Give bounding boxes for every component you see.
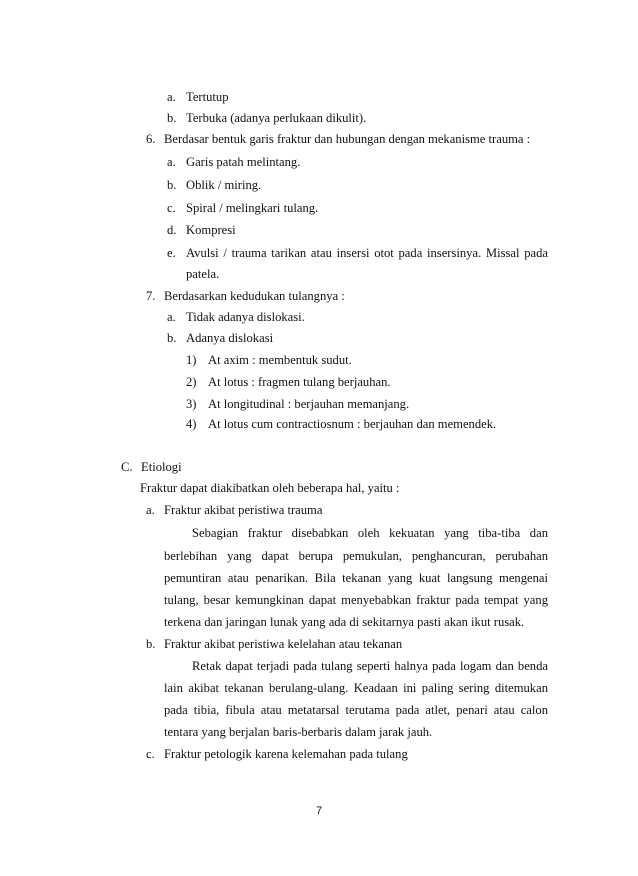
list-marker: a. (167, 310, 176, 324)
list-item-text: At lotus cum contractiosnum : berjauhan dan memendek. (208, 417, 497, 431)
section-title: Etiologi (141, 460, 182, 474)
section-intro: Fraktur dapat diakibatkan oleh beberapa hal, yaitu : (140, 481, 400, 495)
list-marker: a. (146, 503, 155, 517)
list-marker: 6. (146, 132, 156, 146)
list-item-text: Berdasar bentuk garis fraktur dan hubungan dengan mekanisme trauma : (164, 132, 531, 146)
list-marker: e. (167, 246, 176, 260)
list-item-text: At longitudinal : berjauhan memanjang. (208, 397, 410, 411)
section-marker: C. (121, 460, 133, 474)
paragraph-line: pada tibia, fibula atau metatarsal terutama pada atlet, penari atau calon (164, 703, 548, 717)
list-item-text: Spiral / melingkari tulang. (186, 201, 319, 215)
list-marker: 1) (186, 353, 197, 367)
list-item-text: At axim : membentuk sudut. (208, 353, 352, 367)
list-item-text: Avulsi / trauma tarikan atau insersi otot pada insersinya. Missal pada (186, 246, 548, 260)
list-marker: b. (167, 111, 177, 125)
list-marker: c. (146, 747, 155, 761)
list-item-text: Berdasarkan kedudukan tulangnya : (164, 289, 345, 303)
list-marker: 3) (186, 397, 197, 411)
list-marker: b. (167, 178, 177, 192)
list-marker: a. (167, 155, 176, 169)
paragraph-line: Sebagian fraktur disebabkan oleh kekuatan yang tiba-tiba dan (192, 526, 548, 540)
list-marker: d. (167, 223, 177, 237)
subsection-heading: Fraktur akibat peristiwa trauma (164, 503, 323, 517)
paragraph-line: Retak dapat terjadi pada tulang seperti halnya pada logam dan benda (192, 659, 548, 673)
paragraph-line: berlebihan yang dapat berupa pemukulan, penghancuran, perubahan (164, 549, 548, 563)
list-item-text: Garis patah melintang. (186, 155, 301, 169)
list-item-text: Tidak adanya dislokasi. (186, 310, 305, 324)
paragraph-line: lain akibat tekanan berulang-ulang. Keadaan ini paling sering ditemukan (164, 681, 548, 695)
list-marker: 7. (146, 289, 156, 303)
list-item-text: Terbuka (adanya perlukaan dikulit). (186, 111, 367, 125)
list-item-text: Adanya dislokasi (186, 331, 274, 345)
subsection-heading: Fraktur petologik karena kelemahan pada tulang (164, 747, 408, 761)
paragraph-line: tentara yang berjalan baris-berbaris dalam jarak jauh. (164, 725, 433, 739)
list-marker: b. (146, 637, 156, 651)
list-item-text-continued: patela. (186, 267, 220, 281)
list-marker: 4) (186, 417, 197, 431)
list-item-text: Kompresi (186, 223, 236, 237)
paragraph-line: tulang, besar kemungkinan dapat menyebabkan fraktur pada tempat yang (164, 593, 548, 607)
list-marker: 2) (186, 375, 197, 389)
list-item-text: At lotus : fragmen tulang berjauhan. (208, 375, 391, 389)
list-item-text: Oblik / miring. (186, 178, 262, 192)
paragraph-line: pemuntiran atau penarikan. Bila tekanan yang kuat langsung mengenai (164, 571, 548, 585)
subsection-heading: Fraktur akibat peristiwa kelelahan atau tekanan (164, 637, 403, 651)
paragraph-line: terkena dan jaringan lunak yang ada di sekitarnya pasti akan ikut rusak. (164, 615, 525, 629)
list-item-text: Tertutup (186, 90, 229, 104)
list-marker: a. (167, 90, 176, 104)
list-marker: c. (167, 201, 176, 215)
list-marker: b. (167, 331, 177, 345)
page-number: 7 (315, 805, 323, 817)
